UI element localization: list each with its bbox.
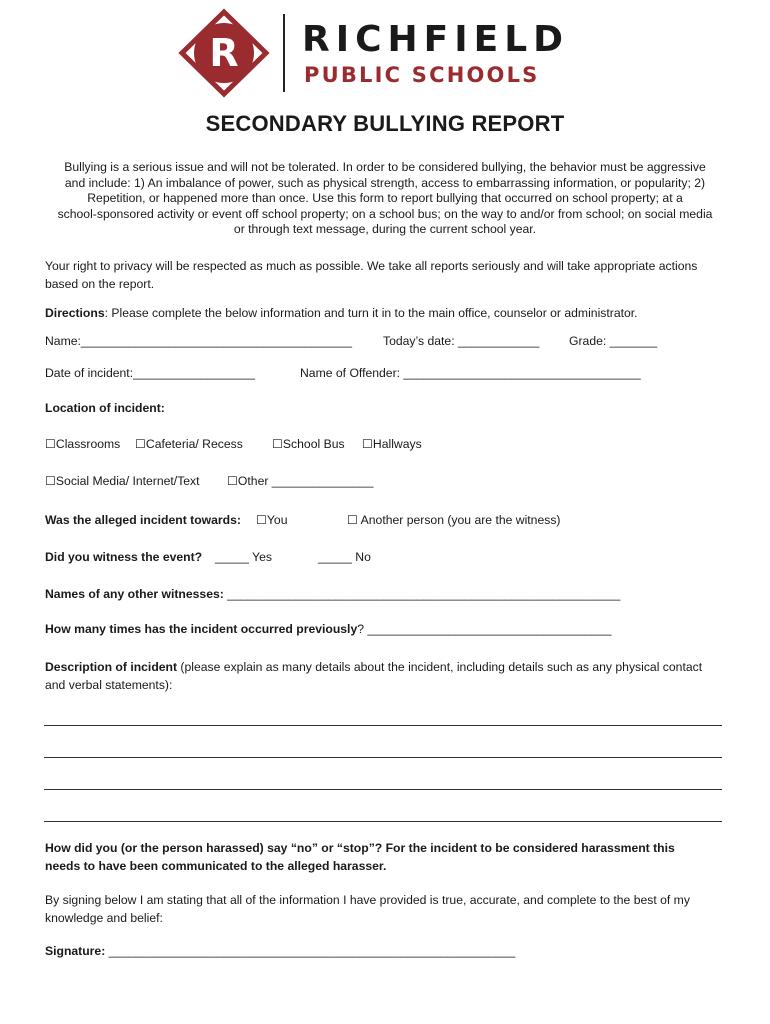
times-blank[interactable]: ? ____________________________________ — [357, 622, 612, 636]
towards-another-checkbox[interactable]: ☐ Another person (you are the witness) — [347, 513, 561, 527]
attestation — [45, 891, 690, 927]
witness-row — [45, 550, 202, 566]
name-field[interactable]: Name:________________________________________ — [45, 334, 353, 348]
signature-blank[interactable]: ____________________________________________________________ — [105, 944, 516, 958]
witness-no-field[interactable]: _____ No — [318, 550, 371, 564]
directions — [45, 306, 638, 322]
todays-date-field[interactable]: Today’s date: ____________ — [383, 334, 540, 348]
other-witnesses-label: Names of any other witnesses: — [45, 587, 224, 601]
logo-letter: R — [209, 31, 239, 75]
location-cafeteria-checkbox[interactable]: ☐Cafeteria/ Recess — [135, 437, 243, 451]
description-text-2: and verbal statements): — [45, 678, 173, 692]
org-name: RICHFIELD — [302, 19, 570, 60]
date-of-incident-field[interactable]: Date of incident:__________________ — [45, 366, 256, 380]
name-of-offender-field[interactable]: Name of Offender: ___________________________________ — [300, 366, 641, 380]
privacy-line: Your right to privacy will be respected as much as possible. We take all reports seriously and will take appropriate actions — [45, 259, 698, 273]
page-title: SECONDARY BULLYING REPORT — [205, 111, 565, 136]
attestation-line: By signing below I am stating that all of the information I have provided is true, accurate, and complete to the best of my — [45, 893, 690, 907]
harassment-line: needs to have been communicated to the alleged harasser. — [45, 859, 387, 873]
description-prompt — [45, 658, 702, 694]
harassment-line: How did you (or the person harassed) say “no” or “stop”? For the incident to be considered harassment this — [45, 841, 675, 855]
intro-line: or through text message, during the current school year. — [233, 222, 537, 237]
location-classrooms-checkbox[interactable]: ☐Classrooms — [45, 437, 121, 451]
intro-line: Repetition, or happened more than once. Use this form to report bullying that occurred on school property; at a — [87, 191, 683, 206]
witness-label: Did you witness the event? — [45, 550, 203, 564]
other-witnesses-blank[interactable]: __________________________________________________________ — [223, 587, 621, 601]
times-row[interactable] — [45, 622, 611, 638]
towards-label: Was the alleged incident towards: — [45, 513, 241, 527]
location-social-media-checkbox[interactable]: ☐Social Media/ Internet/Text — [45, 474, 200, 488]
location-other-checkbox[interactable]: ☐Other _______________ — [227, 474, 374, 488]
description-label: Description of incident — [45, 660, 178, 674]
description-text: (please explain as many details about the incident, including details such as any physical contact — [177, 660, 703, 674]
witness-yes-field[interactable]: _____ Yes — [215, 550, 272, 564]
logo-divider — [283, 14, 285, 92]
signature-label: Signature: — [45, 944, 106, 958]
org-subtitle: PUBLIC SCHOOLS — [304, 63, 540, 87]
attestation-line: knowledge and belief: — [45, 911, 163, 925]
directions-label: Directions — [45, 306, 105, 320]
harassment-question — [45, 839, 675, 875]
location-school-bus-checkbox[interactable]: ☐School Bus — [272, 437, 345, 451]
description-line[interactable] — [44, 789, 722, 790]
grade-field[interactable]: Grade: _______ — [569, 334, 658, 348]
intro-line: school-sponsored activity or event off school property; on a school bus; on the way to and/or from school; on social media — [57, 206, 713, 221]
directions-text: : Please complete the below information and turn it in to the main office, counselor or administrator. — [104, 306, 638, 320]
description-line[interactable] — [44, 821, 722, 822]
other-witnesses-row[interactable] — [45, 587, 620, 603]
intro-line: Bullying is a serious issue and will not be tolerated. In order to be considered bullying, the behavior must be aggressive — [64, 160, 706, 174]
location-hallways-checkbox[interactable]: ☐Hallways — [362, 437, 422, 451]
intro-paragraph — [0, 160, 770, 238]
intro-line: and include: 1) An imbalance of power, such as physical strength, access to embarrassing information, or popularity; 2) — [64, 175, 706, 190]
logo-icon — [178, 8, 270, 98]
description-line[interactable] — [44, 725, 722, 726]
location-label: Location of incident: — [45, 401, 165, 415]
signature-row[interactable] — [45, 944, 515, 960]
towards-you-checkbox[interactable]: ☐You — [256, 513, 288, 527]
times-label: How many times has the incident occurred previously — [45, 622, 358, 636]
privacy-paragraph — [45, 257, 697, 293]
description-line[interactable] — [44, 757, 722, 758]
privacy-line: based on the report. — [45, 277, 155, 291]
